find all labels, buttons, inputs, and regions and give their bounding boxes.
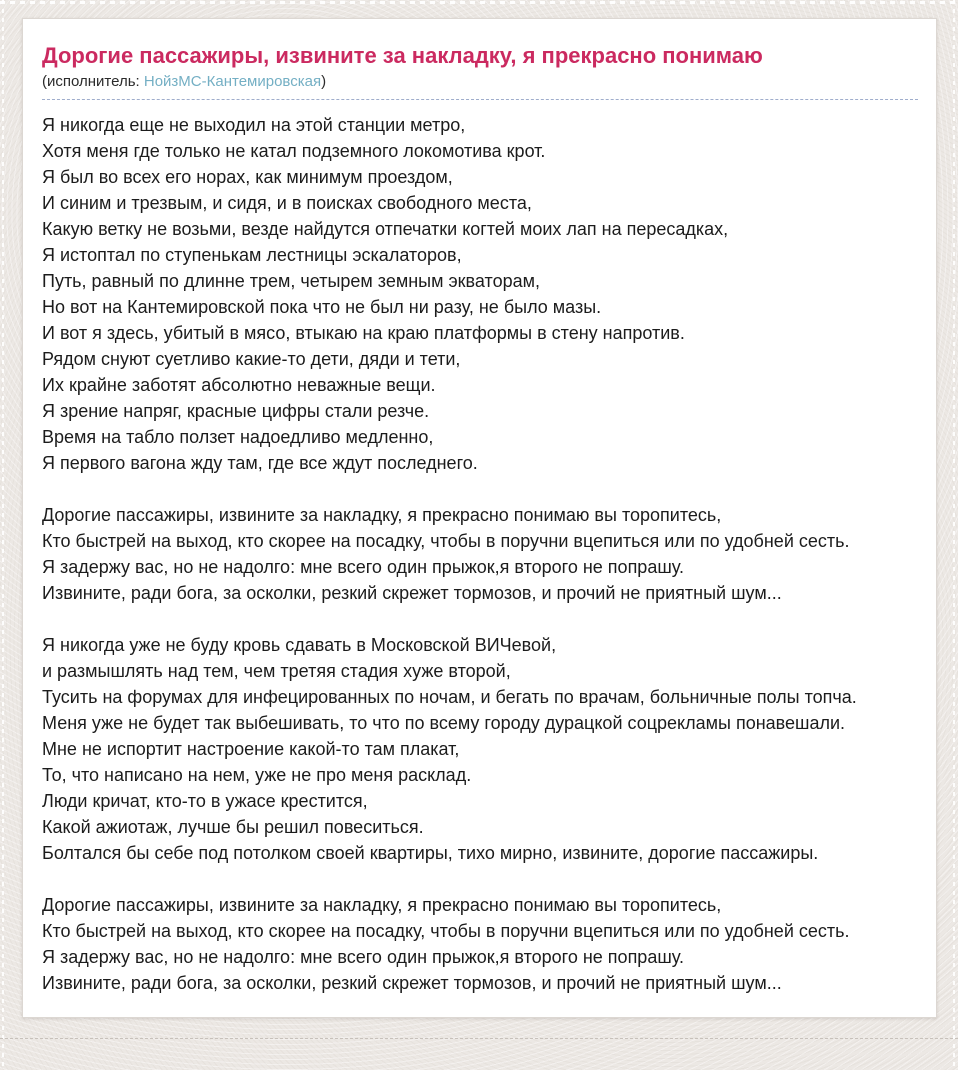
lyric-line: Я никогда еще не выходил на этой станции метро, (42, 115, 466, 135)
lyrics-card (22, 18, 937, 1018)
lyric-line (42, 866, 936, 892)
lyric-line: Я задержу вас, но не надолго: мне всего один прыжок,я второго не попрашу. (42, 947, 684, 967)
song-title: Дорогие пассажиры, извините за накладку, я прекрасно понимаю (42, 43, 763, 68)
lyric-line: Я истоптал по ступенькам лестницы эскалаторов, (42, 245, 462, 265)
lyric-line: Какой ажиотаж, лучше бы решил повеситься. (42, 817, 424, 837)
lyric-line: То, что написано на нем, уже не про меня расклад. (42, 765, 472, 785)
artist-link[interactable]: НойзМС-Кантемировская (143, 73, 322, 90)
lyric-line: Кто быстрей на выход, кто скорее на посадку, чтобы в поручни вцепиться или по удобней сесть. (42, 531, 850, 551)
lyric-line: Тусить на форумах для инфецированных по ночам, и бегать по врачам, больничные полы топча. (42, 687, 857, 707)
lyrics-text (42, 112, 936, 996)
page-bottom-dashed-divider (0, 1038, 958, 1039)
lyric-line: и размышлять над тем, чем третяя стадия хуже второй, (42, 661, 511, 681)
lyric-line: Болтался бы себе под потолком своей квартиры, тихо мирно, извините, дорогие пассажиры. (42, 843, 819, 863)
lyric-line: Мне не испортит настроение какой-то там плакат, (42, 739, 460, 759)
lyric-line: Но вот на Кантемировской пока что не был ни разу, не было мазы. (42, 297, 602, 317)
lyric-line: Я зрение напряг, красные цифры стали резче. (42, 401, 430, 421)
lyric-line (42, 476, 936, 502)
lyric-line: Я задержу вас, но не надолго: мне всего один прыжок,я второго не попрашу. (42, 557, 684, 577)
page-top-perforation (0, 1, 958, 4)
lyric-line: Какую ветку не возьми, везде найдутся отпечатки когтей моих лап на пересадках, (42, 219, 729, 239)
lyric-line: Путь, равный по длинне трем, четырем земным экваторам, (42, 271, 540, 291)
lyric-line: И вот я здесь, убитый в мясо, втыкаю на краю платформы в стену напротив. (42, 323, 685, 343)
lyric-line: Время на табло ползет надоедливо медленно, (42, 427, 434, 447)
lyric-line: Люди кричат, кто-то в ужасе крестится, (42, 791, 368, 811)
page-right-perforation (953, 0, 955, 1070)
lyric-line: Я никогда уже не буду кровь сдавать в Московской ВИЧевой, (42, 635, 557, 655)
lyric-line: И синим и трезвым, и сидя, и в поисках свободного места, (42, 193, 532, 213)
artist-label-suffix: ) (321, 73, 327, 90)
lyric-line: Я первого вагона жду там, где все ждут последнего. (42, 453, 478, 473)
lyric-line: Их крайне заботят абсолютно неважные вещи. (42, 375, 436, 395)
artist-label-prefix: (исполнитель: (42, 73, 144, 90)
lyric-line: Я был во всех его норах, как минимум проездом, (42, 167, 453, 187)
page-left-perforation (2, 0, 4, 1070)
lyric-line: Дорогие пассажиры, извините за накладку, я прекрасно понимаю вы торопитесь, (42, 895, 722, 915)
lyric-line: Извините, ради бога, за осколки, резкий скрежет тормозов, и прочий не приятный шум... (42, 973, 782, 993)
artist-row (42, 73, 918, 100)
lyric-line: Дорогие пассажиры, извините за накладку, я прекрасно понимаю вы торопитесь, (42, 505, 722, 525)
lyric-line: Меня уже не будет так выбешивать, то что по всему городу дурацкой соцрекламы понавешали. (42, 713, 846, 733)
lyric-line: Извините, ради бога, за осколки, резкий скрежет тормозов, и прочий не приятный шум... (42, 583, 782, 603)
lyric-line: Кто быстрей на выход, кто скорее на посадку, чтобы в поручни вцепиться или по удобней сесть. (42, 921, 850, 941)
lyric-line (42, 606, 936, 632)
lyric-line: Рядом снуют суетливо какие-то дети, дяди и тети, (42, 349, 461, 369)
lyric-line: Хотя меня где только не катал подземного локомотива крот. (42, 141, 546, 161)
